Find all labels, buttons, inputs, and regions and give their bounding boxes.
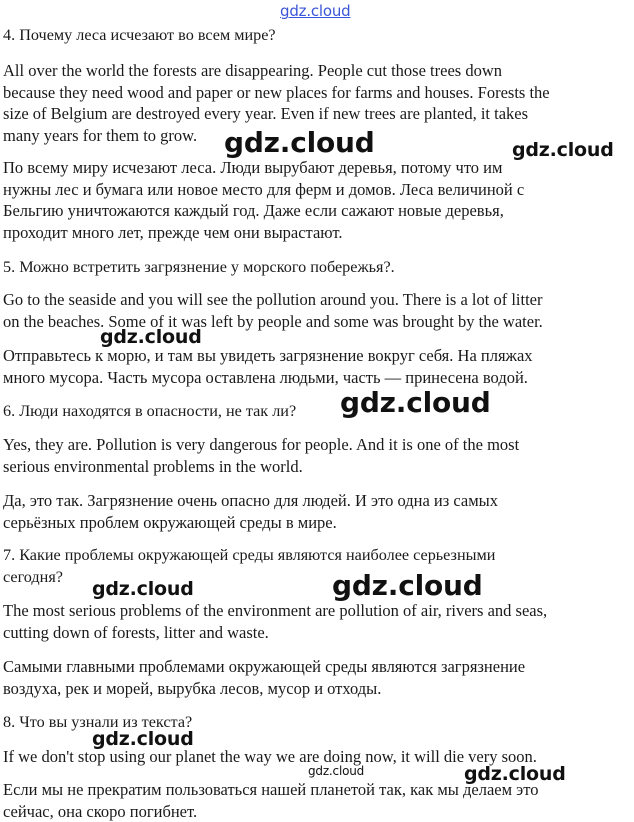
answer-5-russian: Отправьтесь к морю, и там вы увидеть загрязнение вокруг себя. На пляжах много мусора. Часть мусора оставлена людьми, часть — принесена водой. — [3, 346, 533, 387]
watermark: gdz.cloud — [512, 139, 614, 161]
answer-7-english: The most serious problems of the environment are pollution of air, rivers and seas, cutting down of forests, litter and waste. — [3, 601, 548, 642]
watermark: gdz.cloud — [92, 728, 194, 750]
watermark: gdz.cloud — [308, 764, 365, 778]
answer-6-english: Yes, they are. Pollution is very dangerous for people. And it is one of the most serious environmental problems in the world. — [3, 435, 520, 476]
question-8: 8. Что вы узнали из текста? — [3, 713, 193, 731]
watermark: gdz.cloud — [92, 578, 194, 600]
question-6: 6. Люди находятся в опасности, не так ли? — [3, 402, 297, 420]
watermark: gdz.cloud — [332, 569, 483, 602]
watermark: gdz.cloud — [464, 763, 566, 785]
watermark: gdz.cloud — [340, 386, 491, 419]
question-5: 5. Можно встретить загрязнение у морского побережья?. — [3, 258, 395, 276]
watermark: gdz.cloud — [224, 126, 375, 159]
question-7: 7. Какие проблемы окружающей среды являются наиболее серьезными сегодня? — [3, 546, 496, 586]
answer-6-russian: Да, это так. Загрязнение очень опасно для людей. И это одна из самых серьёзных проблем окружающей среды в мире. — [3, 491, 499, 532]
answer-7-russian: Самыми главными проблемами окружающей среды являются загрязнение воздуха, рек и морей, вырубка лесов, мусор и отходы. — [3, 657, 526, 698]
watermark-link[interactable]: gdz.cloud — [280, 2, 351, 20]
answer-5-english: Go to the seaside and you will see the pollution around you. There is a lot of litter on the beaches. Some of it was left by people and some was brought by the water. — [3, 290, 543, 331]
answer-4-russian: По всему миру исчезают леса. Люди вырубают деревья, потому что им нужны лес и бумага или новое место для ферм и домов. Леса величиной с Бельгию уничтожаются каждый год. Даже если сажают новые деревья, проходит много лет, прежде чем они вырастают. — [3, 158, 525, 242]
answer-8-russian: Если мы не прекратим пользоваться нашей планетой так, как мы делаем это сейчас, она скоро погибнет. — [3, 780, 539, 821]
question-4: 4. Почему леса исчезают во всем мире? — [3, 26, 276, 44]
answer-8-english: If we don't stop using our planet the way we are doing now, it will die very soon. — [3, 747, 537, 766]
watermark: gdz.cloud — [100, 326, 202, 348]
answer-4-english: All over the world the forests are disappearing. People cut those trees down because they need wood and paper or new places for farms and houses. Forests the size of Belgium are destroyed every year. Even if new trees are planted, it takes many years for them to grow. — [3, 61, 550, 145]
